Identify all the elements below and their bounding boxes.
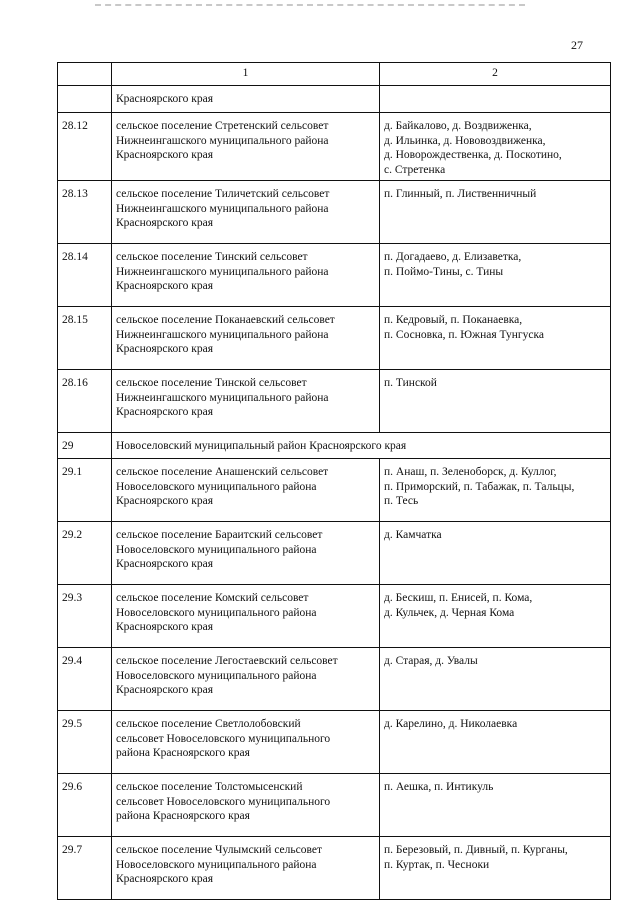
settlement-name-line: сельское поселение Светлолобовский [116, 718, 301, 730]
settlement-name-line: района Красноярского края [116, 810, 250, 822]
localities-list [380, 244, 611, 307]
table-row [58, 837, 611, 900]
settlement-name-line: сельское поселение Анашенский сельсовет [116, 466, 329, 478]
localities-line: п. Тинской [384, 377, 437, 389]
settlement-name [112, 774, 380, 837]
localities-line: д. Ильинка, д. Нововоздвиженка, [384, 134, 546, 147]
settlement-name-line: Красноярского края [116, 280, 213, 292]
settlement-name-line: сельсовет Новоселовского муниципального [116, 795, 331, 808]
localities-line: д. Карелино, д. Николаевка [384, 718, 518, 730]
table-row [58, 459, 611, 522]
localities-list [380, 113, 611, 181]
localities-line: д. Новорождественка, д. Поскотино, [384, 149, 562, 161]
settlement-name-line: сельское поселение Комский сельсовет [116, 592, 309, 604]
settlement-name-line: Красноярского края [116, 873, 213, 885]
row-number: 28.14 [58, 244, 112, 307]
localities-line: п. Березовый, п. Дивный, п. Курганы, [384, 844, 568, 856]
top-scan-rule [95, 4, 525, 6]
settlement-name [112, 113, 380, 181]
settlement-name-line: сельское поселение Чулымский сельсовет [116, 844, 322, 856]
row-number: 28.12 [58, 113, 112, 181]
table-row [58, 113, 611, 181]
localities-line: п. Куртак, п. Чесноки [384, 858, 490, 871]
settlement-name-line: Нижнеингашского муниципального района [116, 328, 329, 341]
header-cell-1: 1 [112, 63, 380, 86]
header-cell-number [58, 63, 112, 86]
row-number: 29.6 [58, 774, 112, 837]
settlement-name-line: Красноярского края [116, 406, 213, 418]
settlements-table [57, 62, 611, 900]
localities-line: п. Приморский, п. Табажак, п. Тальцы, [384, 480, 575, 493]
settlement-name [112, 307, 380, 370]
settlement-name-line: Новоселовского муниципального района [116, 858, 317, 871]
settlement-name-line: Красноярского края [116, 217, 213, 229]
table-row [58, 648, 611, 711]
localities-list [380, 459, 611, 522]
settlement-name-line: сельское поселение Тиличетский сельсовет [116, 188, 330, 200]
settlement-name-line: сельское поселение Поканаевский сельсовет [116, 314, 335, 326]
settlement-name-line: Новоселовского муниципального района [116, 480, 317, 493]
localities-line: п. Аешка, п. Интикуль [384, 781, 494, 793]
row-number: 28.16 [58, 370, 112, 433]
table-header-row [58, 63, 611, 86]
district-name: Новоселовский муниципальный район Красноярского края [112, 433, 611, 459]
localities-line: д. Камчатка [384, 529, 442, 541]
settlement-name-line: Новоселовского муниципального района [116, 543, 317, 556]
row-number: 29.5 [58, 711, 112, 774]
continuation-number-cell [58, 86, 112, 113]
settlement-name-line: Красноярского края [116, 343, 213, 355]
localities-line: п. Глинный, п. Лиственничный [384, 188, 537, 200]
settlement-name [112, 711, 380, 774]
settlement-name-line: сельское поселение Тинский сельсовет [116, 251, 308, 263]
settlement-name [112, 837, 380, 900]
table-row [58, 522, 611, 585]
localities-list [380, 370, 611, 433]
localities-line: п. Поймо-Тины, с. Тины [384, 265, 504, 278]
settlement-name-line: Красноярского края [116, 558, 213, 570]
continuation-row [58, 86, 611, 113]
localities-list [380, 837, 611, 900]
table-row [58, 774, 611, 837]
district-number: 29 [58, 433, 112, 459]
settlement-name-line: сельское поселение Тинской сельсовет [116, 377, 307, 389]
settlement-name-line: Нижнеингашского муниципального района [116, 265, 329, 278]
settlement-name-line: сельское поселение Толстомысенский [116, 781, 303, 793]
settlement-name [112, 181, 380, 244]
settlement-name [112, 585, 380, 648]
row-number: 29.1 [58, 459, 112, 522]
table-row [58, 711, 611, 774]
settlement-name-line: Нижнеингашского муниципального района [116, 134, 329, 147]
settlement-name-line: сельское поселение Легостаевский сельсовет [116, 655, 338, 667]
localities-list [380, 648, 611, 711]
localities-line: д. Байкалово, д. Воздвиженка, [384, 120, 532, 132]
row-number: 28.15 [58, 307, 112, 370]
continuation-name-cell: Красноярского края [112, 86, 380, 113]
localities-list [380, 181, 611, 244]
settlement-name-line: Нижнеингашского муниципального района [116, 391, 329, 404]
header-cell-2: 2 [380, 63, 611, 86]
row-number: 29.3 [58, 585, 112, 648]
row-number: 29.4 [58, 648, 112, 711]
localities-line: д. Бескиш, п. Енисей, п. Кома, [384, 592, 533, 604]
row-number: 29.7 [58, 837, 112, 900]
settlement-name [112, 648, 380, 711]
localities-list [380, 585, 611, 648]
localities-list [380, 307, 611, 370]
localities-list [380, 522, 611, 585]
page-number: 27 [571, 38, 583, 52]
settlement-name-line: Красноярского края [116, 495, 213, 507]
settlement-name-line: Нижнеингашского муниципального района [116, 202, 329, 215]
localities-list [380, 711, 611, 774]
localities-line: п. Анаш, п. Зеленоборск, д. Куллог, [384, 466, 557, 478]
localities-line: д. Кульчек, д. Черная Кома [384, 606, 515, 619]
settlement-name-line: Красноярского края [116, 621, 213, 633]
localities-line: д. Старая, д. Увалы [384, 655, 478, 667]
settlement-name-line: района Красноярского края [116, 747, 250, 759]
localities-line: п. Тесь [384, 495, 419, 507]
localities-line: с. Стретенка [384, 163, 446, 176]
settlement-name-line: сельсовет Новоселовского муниципального [116, 732, 331, 745]
settlement-name [112, 244, 380, 307]
settlement-name-line: сельское поселение Бараитский сельсовет [116, 529, 323, 541]
localities-list [380, 774, 611, 837]
district-row [58, 433, 611, 459]
settlement-name-line: Новоселовского муниципального района [116, 606, 317, 619]
row-number: 28.13 [58, 181, 112, 244]
localities-line: п. Догадаево, д. Елизаветка, [384, 251, 522, 263]
settlement-name [112, 459, 380, 522]
table-row [58, 181, 611, 244]
table-row [58, 585, 611, 648]
table-row [58, 370, 611, 433]
settlement-name-line: Красноярского края [116, 149, 213, 161]
settlement-name [112, 522, 380, 585]
table-row [58, 307, 611, 370]
localities-line: п. Сосновка, п. Южная Тунгуска [384, 328, 544, 341]
row-number: 29.2 [58, 522, 112, 585]
localities-line: п. Кедровый, п. Поканаевка, [384, 314, 523, 326]
settlement-name-line: Новоселовского муниципального района [116, 669, 317, 682]
continuation-places-cell [380, 86, 611, 113]
table-row [58, 244, 611, 307]
settlement-name-line: Красноярского края [116, 684, 213, 696]
settlement-name [112, 370, 380, 433]
settlement-name-line: сельское поселение Стретенский сельсовет [116, 120, 329, 132]
